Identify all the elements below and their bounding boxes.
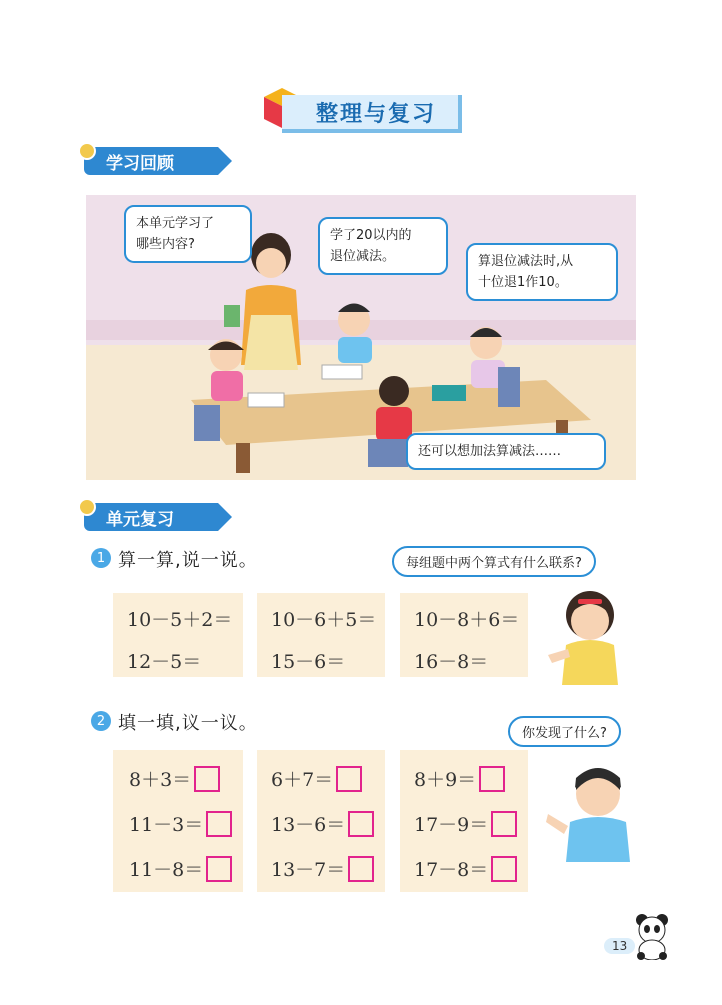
problem-2-title: 填一填,议一议。 bbox=[118, 713, 258, 734]
answer-box[interactable] bbox=[194, 766, 220, 792]
speech-bubble-teacher: 本单元学习了 哪些内容? bbox=[124, 205, 252, 263]
answer-box[interactable] bbox=[479, 766, 505, 792]
page-title-box bbox=[282, 95, 462, 133]
equation: 8＋9＝ bbox=[414, 769, 477, 791]
section-tag-unit-review bbox=[84, 503, 218, 531]
problem-1-group-2 bbox=[257, 593, 385, 677]
girl-illustration bbox=[538, 585, 638, 689]
speech-bubble-girl: 还可以想加法算减法…… bbox=[406, 433, 606, 470]
hint-bubble-1: 每组题中两个算式有什么联系? bbox=[392, 546, 596, 577]
page-number: 13 bbox=[604, 938, 635, 954]
equation: 16－8＝ bbox=[414, 651, 489, 673]
fill-equation bbox=[414, 855, 517, 882]
page-title: 整理与复习 bbox=[315, 101, 436, 127]
equation: 13－6＝ bbox=[271, 814, 346, 836]
tag-dot-icon bbox=[78, 142, 96, 160]
boy-illustration bbox=[540, 758, 640, 872]
answer-box[interactable] bbox=[491, 811, 517, 837]
equation: 8＋3＝ bbox=[129, 769, 192, 791]
fill-equation bbox=[129, 765, 220, 792]
equation: 6＋7＝ bbox=[271, 769, 334, 791]
fill-equation bbox=[414, 765, 505, 792]
equation: 11－8＝ bbox=[129, 859, 204, 881]
tag-dot-icon bbox=[78, 498, 96, 516]
problem-2-group-2 bbox=[257, 750, 385, 892]
answer-box[interactable] bbox=[491, 856, 517, 882]
equation: 10－5＋2＝ bbox=[127, 609, 233, 631]
section-tag-review-label: 学习回顾 bbox=[106, 153, 174, 174]
fill-equation bbox=[129, 810, 232, 837]
section-tag-review bbox=[84, 147, 218, 175]
section-tag-unit-review-label: 单元复习 bbox=[106, 509, 174, 530]
problem-1-group-3 bbox=[400, 593, 528, 677]
equation: 12－5＝ bbox=[127, 651, 202, 673]
classroom-illustration bbox=[86, 195, 636, 480]
problem-2-group-3 bbox=[400, 750, 528, 892]
problem-2-group-1 bbox=[113, 750, 243, 892]
problem-number-2: 2 bbox=[91, 711, 111, 731]
fill-equation bbox=[271, 855, 374, 882]
equation: 17－8＝ bbox=[414, 859, 489, 881]
answer-box[interactable] bbox=[336, 766, 362, 792]
fill-equation bbox=[271, 765, 362, 792]
problem-1-group-1 bbox=[113, 593, 243, 677]
hint-bubble-2: 你发现了什么? bbox=[508, 716, 621, 747]
problem-number-1: 1 bbox=[91, 548, 111, 568]
equation: 15－6＝ bbox=[271, 651, 346, 673]
answer-box[interactable] bbox=[206, 856, 232, 882]
answer-box[interactable] bbox=[348, 811, 374, 837]
equation: 10－8＋6＝ bbox=[414, 609, 520, 631]
speech-bubble-boy1: 学了20以内的 退位减法。 bbox=[318, 217, 448, 275]
speech-bubble-boy2: 算退位减法时,从 十位退1作10。 bbox=[466, 243, 618, 301]
fill-equation bbox=[129, 855, 232, 882]
equation: 13－7＝ bbox=[271, 859, 346, 881]
equation: 11－3＝ bbox=[129, 814, 204, 836]
panda-icon bbox=[632, 912, 672, 964]
answer-box[interactable] bbox=[206, 811, 232, 837]
fill-equation bbox=[271, 810, 374, 837]
equation: 17－9＝ bbox=[414, 814, 489, 836]
fill-equation bbox=[414, 810, 517, 837]
answer-box[interactable] bbox=[348, 856, 374, 882]
equation: 10－6＋5＝ bbox=[271, 609, 377, 631]
problem-1-title: 算一算,说一说。 bbox=[118, 550, 258, 571]
